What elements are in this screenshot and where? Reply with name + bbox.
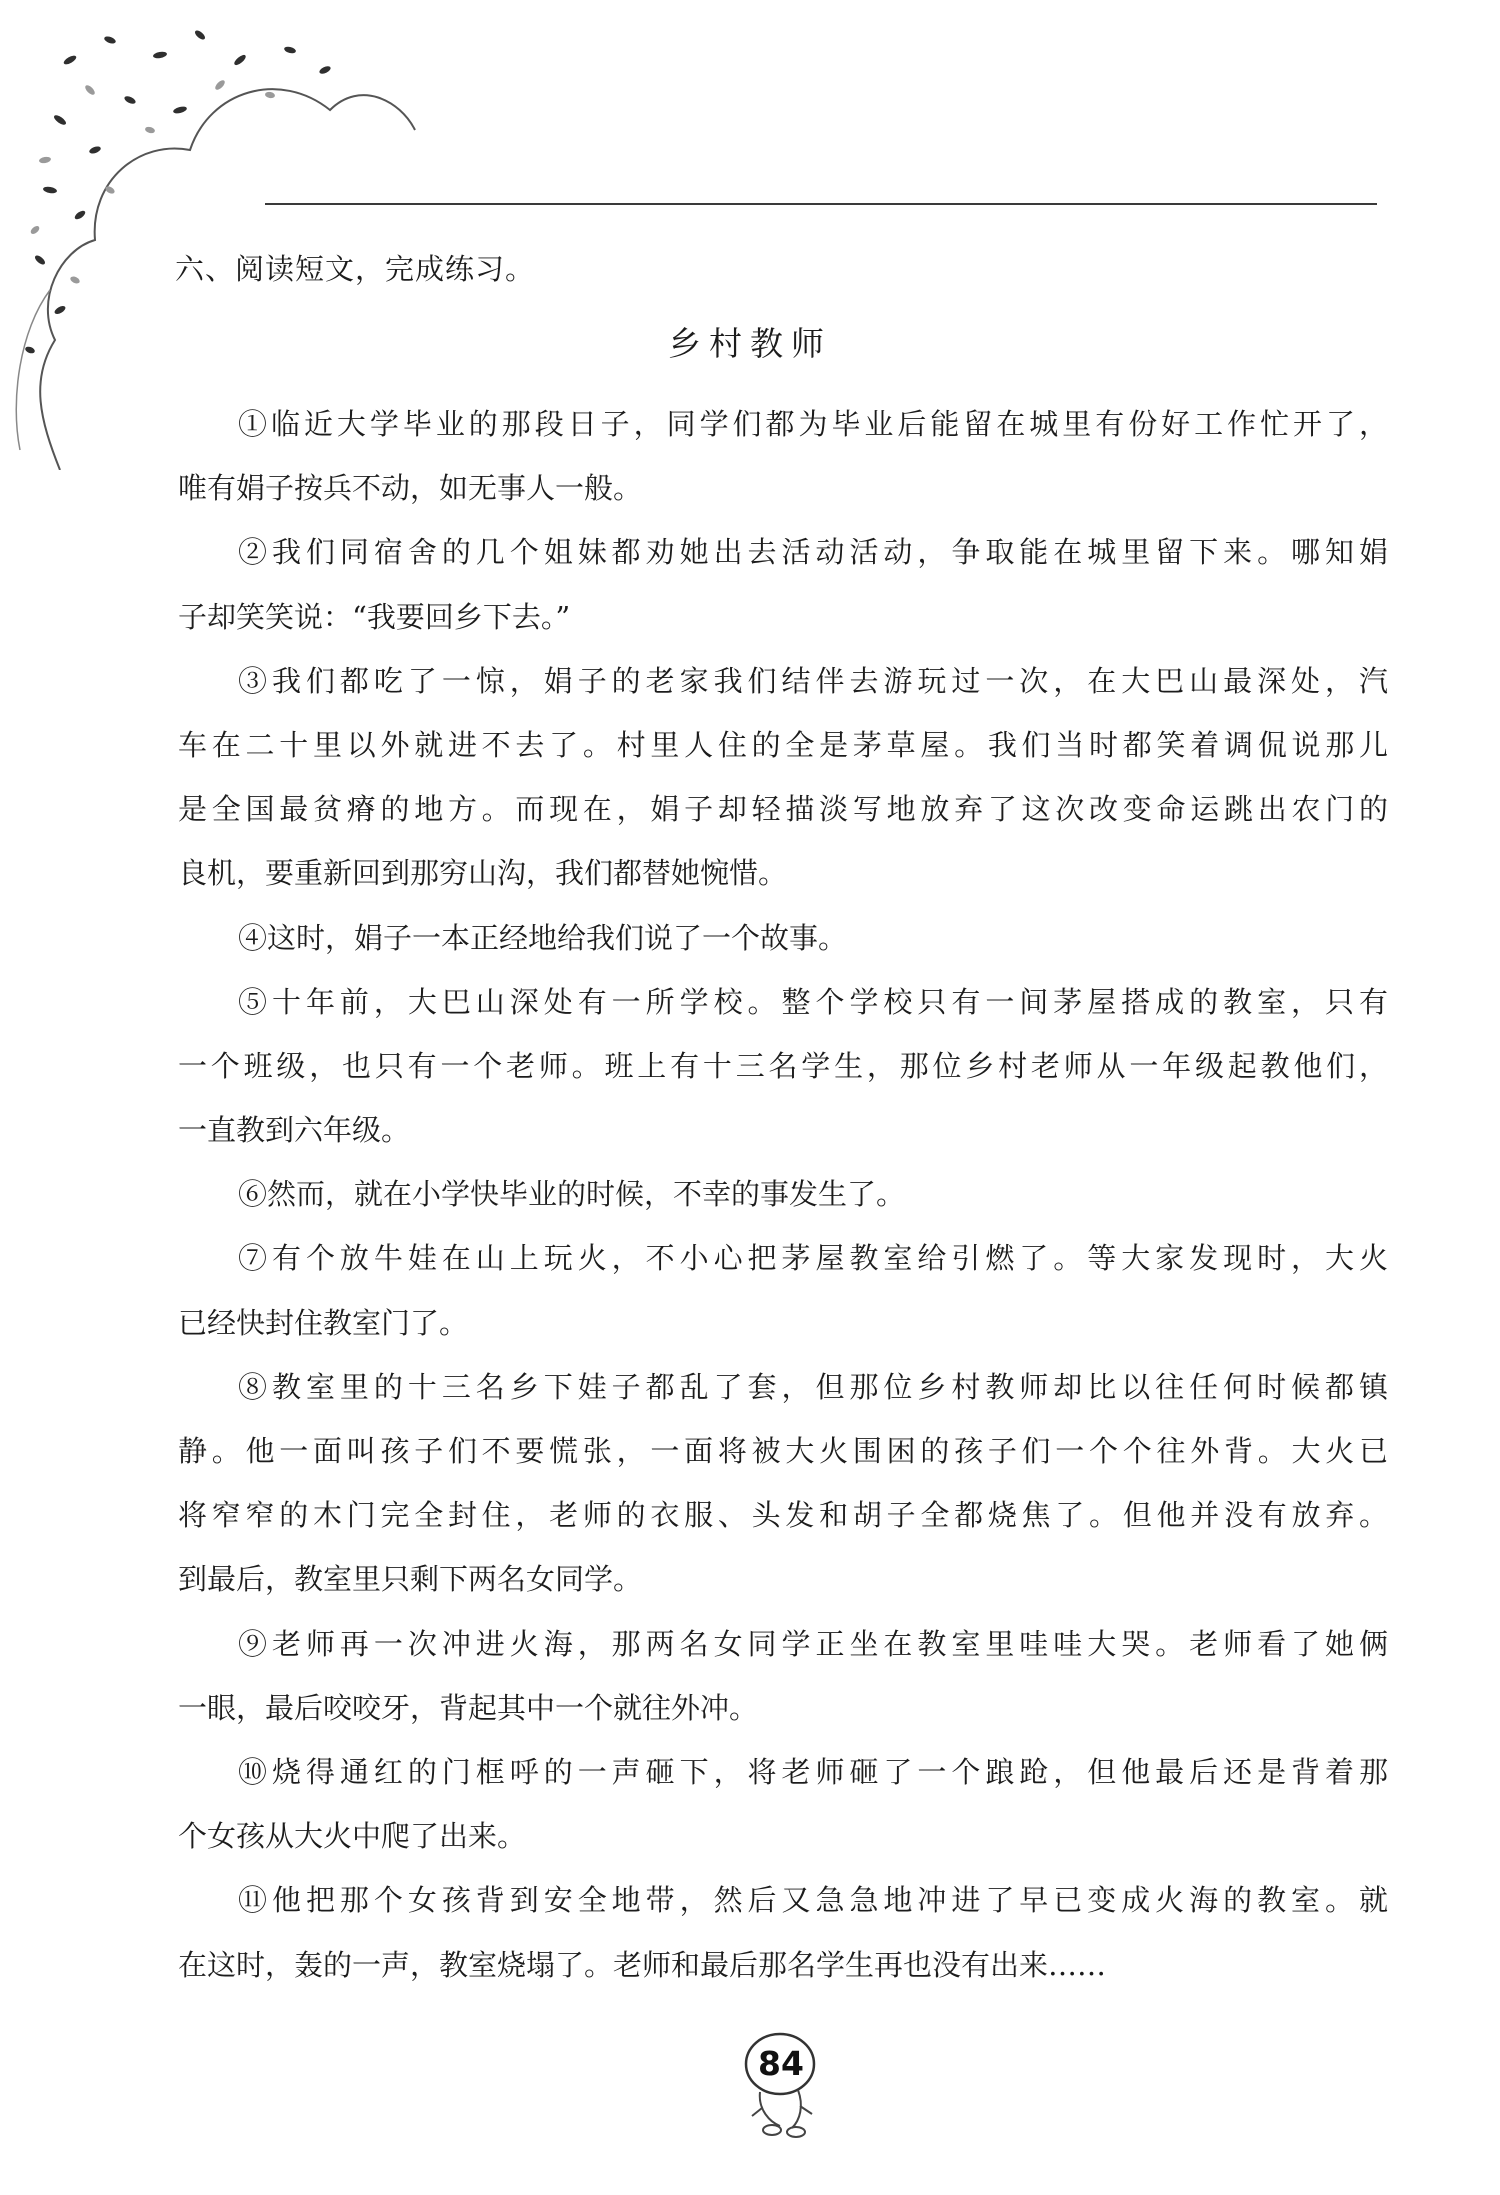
text-line: 已经快封住教室门了。 bbox=[178, 1305, 469, 1340]
text-line: ②我们同宿舍的几个姐妹都劝她出去活动活动，争取能在城里留下来。哪知娟 bbox=[238, 535, 1388, 570]
text-line: 唯有娟子按兵不动，如无事人一般。 bbox=[178, 471, 643, 506]
text-line: ⑤十年前，大巴山深处有一所学校。整个学校只有一间茅屋搭成的教室，只有 bbox=[238, 984, 1388, 1019]
text-line: ③我们都吃了一惊，娟子的老家我们结伴去游玩过一次，在大巴山最深处，汽 bbox=[238, 663, 1388, 698]
text-line: 良机，要重新回到那穷山沟，我们都替她惋惜。 bbox=[178, 856, 788, 891]
text-line: 将窄窄的木门完全封住，老师的衣服、头发和胡子全都烧焦了。但他并没有放弃。 bbox=[178, 1498, 1388, 1533]
text-line: ⑩烧得通红的门框呼的一声砸下，将老师砸了一个踉跄，但他最后还是背着那 bbox=[238, 1754, 1388, 1789]
text-line: ⑧教室里的十三名乡下娃子都乱了套，但那位乡村教师却比以往任何时候都镇 bbox=[238, 1369, 1388, 1404]
header-rule bbox=[265, 203, 1377, 205]
text-line: 一直教到六年级。 bbox=[178, 1113, 411, 1148]
text-line: ①临近大学毕业的那段日子，同学们都为毕业后能留在城里有份好工作忙开了， bbox=[238, 407, 1388, 441]
text-line: 一个班级，也只有一个老师。班上有十三名学生，那位乡村老师从一年级起教他们， bbox=[178, 1048, 1388, 1083]
text-line: 一眼，最后咬咬牙，背起其中一个就往外冲。 bbox=[178, 1690, 759, 1725]
text-line: ⑥然而，就在小学快毕业的时候，不幸的事发生了。 bbox=[238, 1177, 906, 1212]
text-line: 是全国最贫瘠的地方。而现在，娟子却轻描淡写地放弃了这次改变命运跳出农门的 bbox=[178, 792, 1388, 827]
text-line: ⑦有个放牛娃在山上玩火，不小心把茅屋教室给引燃了。等大家发现时，大火 bbox=[238, 1241, 1388, 1276]
page-number: 84 bbox=[758, 2044, 804, 2083]
text-line: 子却笑笑说：“我要回乡下去。” bbox=[178, 599, 571, 634]
article-title: 乡村教师 bbox=[668, 324, 832, 363]
text-line: 车在二十里以外就进不去了。村里人住的全是茅草屋。我们当时都笑着调侃说那儿 bbox=[178, 727, 1388, 762]
text-line: 个女孩从大火中爬了出来。 bbox=[178, 1819, 527, 1854]
text-line: 在这时，轰的一声，教室烧塌了。老师和最后那名学生再也没有出来…… bbox=[178, 1947, 1107, 1982]
article-body bbox=[178, 392, 1388, 1997]
text-line: ⑪他把那个女孩背到安全地带，然后又急急地冲进了早已变成火海的教室。就 bbox=[238, 1883, 1388, 1918]
section-heading: 六、阅读短文，完成练习。 bbox=[175, 252, 536, 286]
text-line: 静。他一面叫孩子们不要慌张，一面将被大火围困的孩子们一个个往外背。大火已 bbox=[178, 1434, 1388, 1468]
text-line: ④这时，娟子一本正经地给我们说了一个故事。 bbox=[238, 920, 848, 955]
text-line: 到最后，教室里只剩下两名女同学。 bbox=[178, 1562, 643, 1597]
text-line: ⑨老师再一次冲进火海，那两名女同学正坐在教室里哇哇大哭。老师看了她俩 bbox=[238, 1626, 1388, 1661]
